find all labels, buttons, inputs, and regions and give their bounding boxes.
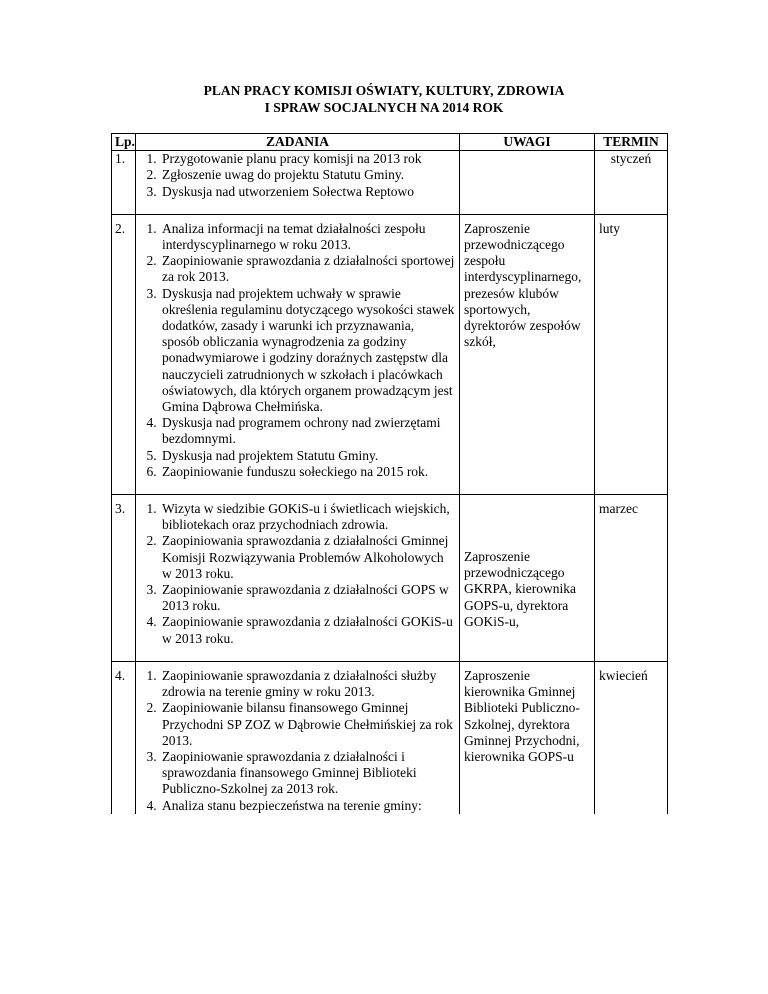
cell-spacer [140, 647, 455, 661]
zadania-column-header [136, 134, 460, 151]
task-list [140, 668, 455, 814]
task-item: 2. Zaopiniowanie sprawozdania z działalności sportowej za rok 2013. [160, 253, 455, 285]
table-header-row [112, 134, 668, 151]
remarks-cell [460, 151, 595, 215]
row-number: 3. [112, 495, 136, 662]
task-item: 1. Analiza informacji na temat działalności zespołu interdyscyplinarnego w roku 2013. [160, 221, 455, 253]
zadania-header-label: ZADANIA [265, 134, 329, 149]
task-item: 5. Dyskusja nad projektem Statutu Gminy. [160, 448, 455, 464]
remarks-cell: Zaproszenie przewodniczącego zespołu interdyscyplinarnego, prezesów klubów sportowych, dyrektorów zespołów szkół, [460, 214, 595, 494]
remarks-cell: Zaproszenie przewodniczącego GKRPA, kierownika GOPS-u, dyrektora GOKiS-u, [460, 495, 595, 662]
task-list [140, 221, 455, 480]
row-number: 4. [112, 661, 136, 813]
lp-column-header [112, 134, 136, 151]
table-row [112, 151, 668, 215]
task-item: 1. Zaopiniowanie sprawozdania z działalności służby zdrowia na terenie gminy w roku 2013. [160, 668, 455, 700]
lp-header-label: Lp. [115, 134, 135, 149]
task-item: 1. Przygotowanie planu pracy komisji na 2013 rok [160, 151, 455, 167]
task-item: 3. Zaopiniowanie sprawozdania z działalności GOPS w 2013 roku. [160, 582, 455, 614]
row-number: 1. [112, 151, 136, 215]
task-item: 2. Zgłoszenie uwag do projektu Statutu Gminy. [160, 167, 455, 183]
task-item: 6. Zaopiniowanie funduszu sołeckiego na 2015 rok. [160, 464, 455, 480]
table-row [112, 214, 668, 494]
task-item: 4. Zaopiniowanie sprawozdania z działalności GOKiS-u w 2013 roku. [160, 614, 455, 646]
task-item: 4. Analiza stanu bezpieczeństwa na terenie gminy: [160, 798, 455, 814]
term-cell: luty [595, 214, 668, 494]
table-row [112, 495, 668, 662]
termin-column-header [595, 134, 668, 151]
task-item: 3. Zaopiniowanie sprawozdania z działalności i sprawozdania finansowego Gminnej Biblioteki Publiczno-Szkolnej za 2013 rok. [160, 749, 455, 798]
tasks-cell [136, 495, 460, 662]
title-line-1: PLAN PRACY KOMISJI OŚWIATY, KULTURY, ZDROWIA [203, 83, 565, 98]
cell-spacer [140, 200, 455, 214]
task-item: 2. Zaopiniowania sprawozdania z działalności Gminnej Komisji Rozwiązywania Problemów Alkoholowych w 2013 roku. [160, 533, 455, 582]
document-title [0, 82, 768, 116]
task-list [140, 501, 455, 647]
task-item: 2. Zaopiniowanie bilansu finansowego Gminnej Przychodni SP ZOZ w Dąbrowie Chełmińskiej za rok 2013. [160, 700, 455, 749]
uwagi-header-label: UWAGI [503, 134, 551, 149]
task-item: 1. Wizyta w siedzibie GOKiS-u i świetlicach wiejskich, bibliotekach oraz przychodniach zdrowia. [160, 501, 455, 533]
work-plan-table [111, 133, 668, 814]
task-item: 3. Dyskusja nad projektem uchwały w sprawie określenia regulaminu dotyczącego wysokości stawek dodatków, zasady i warunki ich przyznawania, sposób obliczania wynagrodzenia za godziny ponadwymiarowe i godziny doraźnych zastępstw dla nauczycieli zatrudnionych w szkołach i placówkach oświatowych, dla których organem prowadzącym jest Gmina Dąbrowa Chełmińska. [160, 286, 455, 416]
cell-spacer [140, 480, 455, 494]
task-item: 4. Dyskusja nad programem ochrony nad zwierzętami bezdomnymi. [160, 415, 455, 447]
termin-header-label: TERMIN [603, 134, 659, 149]
term-cell: marzec [595, 495, 668, 662]
remarks-cell: Zaproszenie kierownika Gminnej Biblioteki Publiczno- Szkolnej, dyrektora Gminnej Przychodni, kierownika GOPS-u [460, 661, 595, 813]
title-line-2: I SPRAW SOCJALNYCH NA 2014 ROK [264, 100, 504, 115]
term-cell: kwiecień [595, 661, 668, 813]
task-item: 3. Dyskusja nad utworzeniem Sołectwa Reptowo [160, 184, 455, 200]
table-row [112, 661, 668, 813]
uwagi-column-header [460, 134, 595, 151]
tasks-cell [136, 151, 460, 215]
row-number: 2. [112, 214, 136, 494]
term-cell: styczeń [595, 151, 668, 215]
tasks-cell [136, 661, 460, 813]
task-list [140, 151, 455, 200]
tasks-cell [136, 214, 460, 494]
